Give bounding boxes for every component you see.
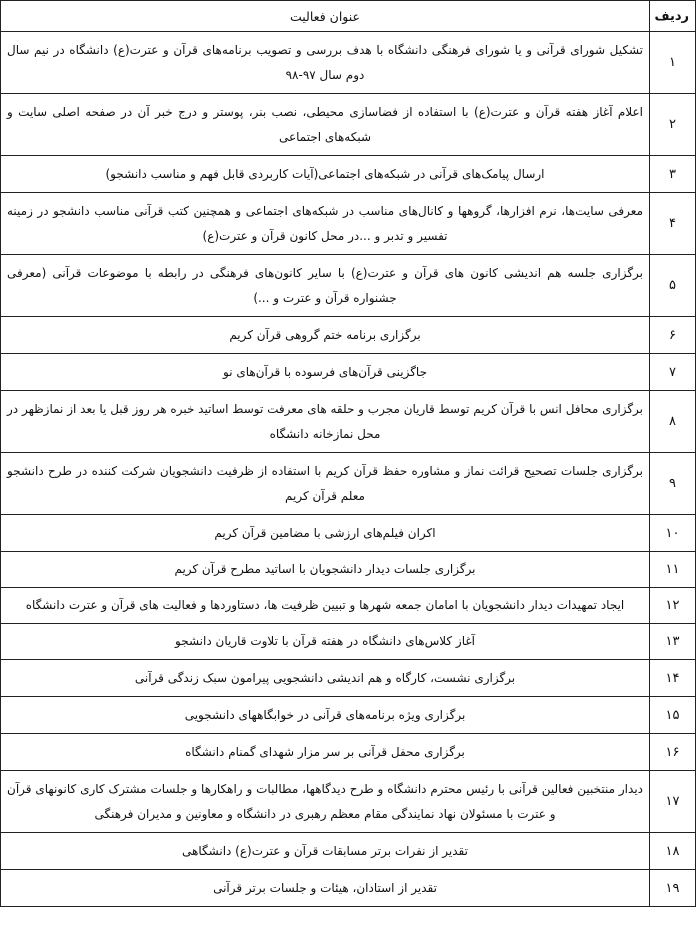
activity-title: معرفی سایت‌ها، نرم افزارها، گروهها و کانال‌های مناسب در شبکه‌های اجتماعی و همچنین کتب قرآنی مناسب دانشجو در زمینه تفسیر و تدبر و ...در محل کانون قرآن و عترت(ع) — [1, 193, 650, 255]
row-number: ۶ — [650, 317, 696, 354]
row-number: ۹ — [650, 453, 696, 515]
table-row — [1, 624, 696, 660]
table-row — [1, 660, 696, 697]
table-row — [1, 354, 696, 391]
table-row — [1, 515, 696, 552]
table-row — [1, 734, 696, 771]
table-header-row — [1, 1, 696, 32]
activity-title: دیدار منتخبین فعالین قرآنی با رئیس محترم دانشگاه و طرح دیدگاهها، مطالبات و راهکارها و جلسات مشترک کاری کانونهای قرآن و عترت با مسئولان نهاد نمایندگی مقام معظم رهبری در دانشگاه و معاونین و مدیران فرهنگی — [1, 771, 650, 833]
activity-title: جاگزینی قرآن‌های فرسوده با قرآن‌های نو — [1, 354, 650, 391]
row-number: ۱ — [650, 32, 696, 94]
activity-title: ارسال پیامک‌های قرآنی در شبکه‌های اجتماعی(آیات کاربردی قابل فهم و مناسب دانشجو) — [1, 156, 650, 193]
activity-title: ایجاد تمهیدات دیدار دانشجویان با امامان جمعه شهرها و تبیین ظرفیت ها، دستاوردها و فعالیت های قرآن و عترت دانشگاه — [1, 588, 650, 624]
activity-title: آغاز کلاس‌های دانشگاه در هفته قرآن با تلاوت قاریان دانشجو — [1, 624, 650, 660]
table-row — [1, 391, 696, 453]
row-number: ۱۱ — [650, 552, 696, 588]
table-row — [1, 94, 696, 156]
table-row — [1, 255, 696, 317]
row-number: ۱۸ — [650, 833, 696, 870]
activity-title-header: عنوان فعالیت — [1, 1, 650, 32]
table-row — [1, 156, 696, 193]
row-number: ۱۷ — [650, 771, 696, 833]
activity-title: برگزاری برنامه ختم گروهی قرآن کریم — [1, 317, 650, 354]
table-row — [1, 697, 696, 734]
activity-title: برگزاری محفل قرآنی بر سر مزار شهدای گمنام دانشگاه — [1, 734, 650, 771]
row-number: ۱۰ — [650, 515, 696, 552]
row-number: ۲ — [650, 94, 696, 156]
table-row — [1, 552, 696, 588]
activity-title: برگزاری ویژه برنامه‌های قرآنی در خوابگاههای دانشجویی — [1, 697, 650, 734]
activity-title: برگزاری نشست، کارگاه و هم اندیشی دانشجویی پیرامون سبک زندگی قرآنی — [1, 660, 650, 697]
row-number-header: ردیف — [650, 1, 696, 32]
activity-title: اعلام آغاز هفته قرآن و عترت(ع) با استفاده از فضاسازی محیطی، نصب بنر، پوستر و درج خبر آن در صفحه اصلی سایت و شبکه‌های اجتماعی — [1, 94, 650, 156]
table-row — [1, 833, 696, 870]
table-row — [1, 771, 696, 833]
table-row — [1, 32, 696, 94]
activity-title: تقدیر از نفرات برتر مسابقات قرآن و عترت(ع) دانشگاهی — [1, 833, 650, 870]
activity-title: برگزاری جلسات تصحیح قرائت نماز و مشاوره حفظ قرآن کریم با استفاده از ظرفیت دانشجویان شرکت کننده در طرح دانشجو معلم قرآن کریم — [1, 453, 650, 515]
row-number: ۱۶ — [650, 734, 696, 771]
row-number: ۱۴ — [650, 660, 696, 697]
row-number: ۱۳ — [650, 624, 696, 660]
table-row — [1, 193, 696, 255]
row-number: ۵ — [650, 255, 696, 317]
activity-title: برگزاری جلسه هم اندیشی کانون های قرآن و عترت(ع) با سایر کانون‌های فرهنگی در رابطه با موضوعات قرآنی (معرفی جشنواره قرآن و عترت و ...) — [1, 255, 650, 317]
table-row — [1, 870, 696, 907]
row-number: ۱۹ — [650, 870, 696, 907]
row-number: ۴ — [650, 193, 696, 255]
row-number: ۷ — [650, 354, 696, 391]
activity-title: تقدیر از استادان، هیئات و جلسات برتر قرآنی — [1, 870, 650, 907]
table-row — [1, 588, 696, 624]
table-row — [1, 317, 696, 354]
activity-title: تشکیل شورای قرآنی و یا شورای فرهنگی دانشگاه با هدف بررسی و تصویب برنامه‌های قرآن و عترت(ع) دانشگاه در نیم سال دوم سال ۹۷-۹۸ — [1, 32, 650, 94]
row-number: ۳ — [650, 156, 696, 193]
activity-title: برگزاری محافل انس با قرآن کریم توسط قاریان مجرب و حلقه های معرفت توسط اساتید خبره هر روز قبل یا بعد از نمازظهر در محل نمازخانه دانشگاه — [1, 391, 650, 453]
activity-title: اکران فیلم‌های ارزشی با مضامین قرآن کریم — [1, 515, 650, 552]
row-number: ۱۲ — [650, 588, 696, 624]
row-number: ۸ — [650, 391, 696, 453]
row-number: ۱۵ — [650, 697, 696, 734]
table-row — [1, 453, 696, 515]
activity-title: برگزاری جلسات دیدار دانشجویان با اساتید مطرح قرآن کریم — [1, 552, 650, 588]
